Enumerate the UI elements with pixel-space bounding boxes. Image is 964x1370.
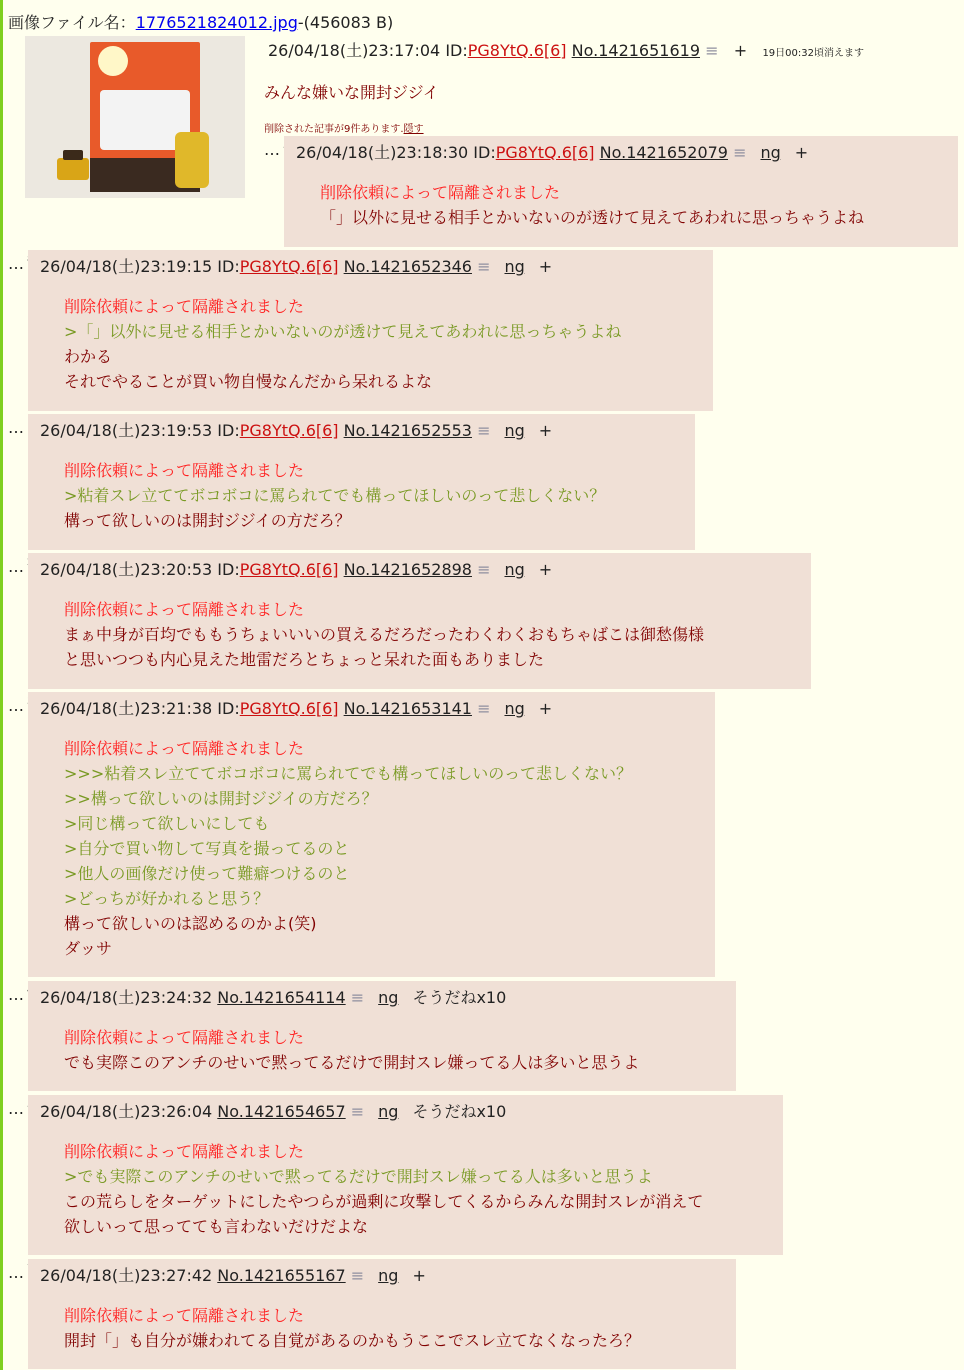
message-line: この荒らしをターゲットにしたやつらが過剰に攻撃してくるからみんな開封スレが消えて xyxy=(64,1192,704,1211)
reply-body xyxy=(64,736,632,961)
plus-button[interactable]: + xyxy=(794,143,809,162)
message-line: それでやることが買い物自慢なんだから呆れるよな xyxy=(64,372,433,391)
reply-number[interactable]: No.1421653141 xyxy=(343,699,472,718)
file-size: -(456083 B) xyxy=(297,13,394,32)
reply-body xyxy=(64,597,704,672)
reply-id-prefix: ID: xyxy=(217,421,240,440)
reply-post xyxy=(28,692,715,977)
ng-button[interactable]: ng xyxy=(378,1102,399,1121)
quarantine-notice: 削除依頼によって隔離されました xyxy=(64,600,305,619)
reply-post xyxy=(28,414,695,550)
quarantine-notice: 削除依頼によって隔離されました xyxy=(64,739,305,758)
menu-icon[interactable]: ≡ xyxy=(345,988,365,1007)
reply-id[interactable]: PG8YtQ.6[6] xyxy=(495,143,595,162)
plus-button[interactable]: + xyxy=(538,560,553,579)
quote-line: >自分で買い物して写真を撮ってるのと xyxy=(64,839,350,858)
menu-icon[interactable]: ≡ xyxy=(705,41,719,60)
reply-id[interactable]: PG8YtQ.6[6] xyxy=(239,699,339,718)
quarantine-notice: 削除依頼によって隔離されました xyxy=(64,461,305,480)
reply-post xyxy=(28,981,736,1091)
reply-header xyxy=(40,418,552,441)
soudane-button[interactable]: そうだねx10 xyxy=(412,988,507,1007)
reply-id-prefix: ID: xyxy=(217,560,240,579)
file-label: 画像ファイル名： xyxy=(8,13,136,32)
ng-button[interactable]: ng xyxy=(504,560,525,579)
plus-button[interactable]: + xyxy=(412,1266,426,1285)
reply-post xyxy=(284,136,958,247)
message-line: と思いつつも内心見えた地雷だろとちょっと呆れた面もありました xyxy=(64,650,545,669)
reply-header xyxy=(40,1099,506,1122)
message-line: 開封「」も自分が嫌われてる自覚があるのかもうここでスレ立てなくなったろ？ xyxy=(64,1331,641,1350)
reply-datetime: 26/04/18(土)23:21:38 xyxy=(40,699,218,718)
message-line: まぁ中身が百均でももうちょいいいの買えるだろだったわくわくおもちゃばこは御愁傷様 xyxy=(64,625,705,644)
message-line: 欲しいって思ってても言わないだけだよな xyxy=(64,1217,369,1236)
reply-datetime: 26/04/18(土)23:26:04 xyxy=(40,1102,218,1121)
reply-header xyxy=(40,696,552,719)
reply-header xyxy=(40,985,506,1008)
reply-id-prefix: ID: xyxy=(217,699,240,718)
file-info xyxy=(8,10,393,33)
op-thumbnail[interactable] xyxy=(25,36,245,198)
plus-button[interactable]: + xyxy=(538,421,553,440)
reply-datetime: 26/04/18(土)23:27:42 xyxy=(40,1266,218,1285)
quote-line: >>構って欲しいのは開封ジジイの方だろ？ xyxy=(64,789,378,808)
reply-number[interactable]: No.1421652553 xyxy=(343,421,472,440)
ng-button[interactable]: ng xyxy=(378,1266,399,1285)
message-line: わかる xyxy=(64,347,113,366)
file-link[interactable]: 1776521824012.jpg xyxy=(135,13,298,32)
menu-icon[interactable]: ≡ xyxy=(471,560,491,579)
reply-datetime: 26/04/18(土)23:19:53 xyxy=(40,421,218,440)
left-border xyxy=(0,0,3,1370)
ng-button[interactable]: ng xyxy=(504,699,525,718)
menu-icon[interactable]: ≡ xyxy=(727,143,747,162)
reply-body xyxy=(320,180,864,230)
reply-body xyxy=(64,1139,703,1239)
quarantine-notice: 削除依頼によって隔離されました xyxy=(64,1306,305,1325)
reply-number[interactable]: No.1421652898 xyxy=(343,560,472,579)
reply-header xyxy=(40,254,552,277)
reply-header xyxy=(296,140,808,163)
reply-number[interactable]: No.1421655167 xyxy=(217,1266,346,1285)
quote-line: >どっちが好かれると思う？ xyxy=(64,889,270,908)
reply-body xyxy=(64,1303,640,1353)
reply-id[interactable]: PG8YtQ.6[6] xyxy=(239,421,339,440)
toy-robot xyxy=(175,132,209,188)
deleted-notice xyxy=(264,120,424,135)
reply-post xyxy=(28,250,713,411)
op-expire: 19日00:32頃消えます xyxy=(762,48,864,59)
reply-post xyxy=(28,1259,736,1369)
quarantine-notice: 削除依頼によって隔離されました xyxy=(64,297,305,316)
menu-icon[interactable]: ≡ xyxy=(471,699,491,718)
menu-icon[interactable]: ≡ xyxy=(471,257,491,276)
plus-button[interactable]: + xyxy=(538,257,553,276)
op-id[interactable]: PG8YtQ.6[6] xyxy=(467,41,567,60)
reply-body xyxy=(64,458,605,533)
reply-post xyxy=(28,1095,783,1255)
reply-number[interactable]: No.1421654657 xyxy=(217,1102,346,1121)
reply-id[interactable]: PG8YtQ.6[6] xyxy=(239,560,339,579)
ng-button[interactable]: ng xyxy=(378,988,399,1007)
plus-button[interactable]: + xyxy=(538,699,553,718)
quarantine-notice: 削除依頼によって隔離されました xyxy=(64,1142,305,1161)
hide-link[interactable]: 隠す xyxy=(403,124,424,135)
reply-datetime: 26/04/18(土)23:24:32 xyxy=(40,988,218,1007)
quote-line: >粘着スレ立ててボコボコに罵られてでも構ってほしいのって悲しくない？ xyxy=(64,486,606,505)
reply-dots: … xyxy=(8,1099,24,1118)
reply-id-prefix: ID: xyxy=(473,143,496,162)
op-number[interactable]: No.1421651619 xyxy=(571,41,700,60)
message-line: 構って欲しいのは認めるのかよ(笑) xyxy=(64,914,317,933)
ng-button[interactable]: ng xyxy=(760,143,781,162)
message-line: 構って欲しいのは開封ジジイの方だろ？ xyxy=(64,511,351,530)
reply-datetime: 26/04/18(土)23:19:15 xyxy=(40,257,218,276)
menu-icon[interactable]: ≡ xyxy=(345,1102,365,1121)
ng-button[interactable]: ng xyxy=(504,421,525,440)
op-header xyxy=(268,38,864,61)
quote-line: >同じ構って欲しいにしても xyxy=(64,814,270,833)
reply-dots: … xyxy=(264,140,280,159)
reply-number[interactable]: No.1421654114 xyxy=(217,988,346,1007)
op-id-prefix: ID: xyxy=(445,41,468,60)
reply-dots: … xyxy=(8,696,24,715)
reply-datetime: 26/04/18(土)23:20:53 xyxy=(40,560,218,579)
reply-id[interactable]: PG8YtQ.6[6] xyxy=(239,257,339,276)
quote-line: >他人の画像だけ使って難癖つけるのと xyxy=(64,864,350,883)
reply-datetime: 26/04/18(土)23:18:30 xyxy=(296,143,474,162)
reply-dots: … xyxy=(8,557,24,576)
menu-icon[interactable]: ≡ xyxy=(345,1266,365,1285)
reply-body xyxy=(64,1025,639,1075)
reply-number[interactable]: No.1421652079 xyxy=(599,143,728,162)
reply-dots: … xyxy=(8,985,24,1004)
quote-line: >でも実際このアンチのせいで黙ってるだけで開封スレ嫌ってる人は多いと思うよ xyxy=(64,1167,653,1186)
soudane-button[interactable]: そうだねx10 xyxy=(412,1102,507,1121)
message-line: ダッサ xyxy=(64,939,113,958)
quote-line: >>>粘着スレ立ててボコボコに罵られてでも構ってほしいのって悲しくない？ xyxy=(64,764,633,783)
reply-body xyxy=(64,294,621,394)
deleted-text: 削除された記事が9件あります. xyxy=(264,124,404,135)
quarantine-notice: 削除依頼によって隔離されました xyxy=(64,1028,305,1047)
message-line: 「」以外に見せる相手とかいないのが透けて見えてあわれに思っちゃうよね xyxy=(320,208,865,227)
reply-header xyxy=(40,557,552,580)
op-message: みんな嫌いな開封ジジイ xyxy=(264,83,439,102)
op-datetime: 26/04/18(土)23:17:04 xyxy=(268,41,441,60)
ng-button[interactable]: ng xyxy=(504,257,525,276)
quote-line: >「」以外に見せる相手とかいないのが透けて見えてあわれに思っちゃうよね xyxy=(64,322,622,341)
reply-header xyxy=(40,1263,426,1286)
reply-post xyxy=(28,553,811,689)
reply-id-prefix: ID: xyxy=(217,257,240,276)
reply-dots: … xyxy=(8,418,24,437)
toy-truck xyxy=(57,158,89,180)
op-plus-button[interactable]: + xyxy=(733,41,748,60)
menu-icon[interactable]: ≡ xyxy=(471,421,491,440)
message-line: でも実際このアンチのせいで黙ってるだけで開封スレ嫌ってる人は多いと思うよ xyxy=(64,1053,640,1072)
quarantine-notice: 削除依頼によって隔離されました xyxy=(320,183,561,202)
reply-dots: … xyxy=(8,1263,24,1282)
reply-number[interactable]: No.1421652346 xyxy=(343,257,472,276)
reply-dots: … xyxy=(8,254,24,273)
